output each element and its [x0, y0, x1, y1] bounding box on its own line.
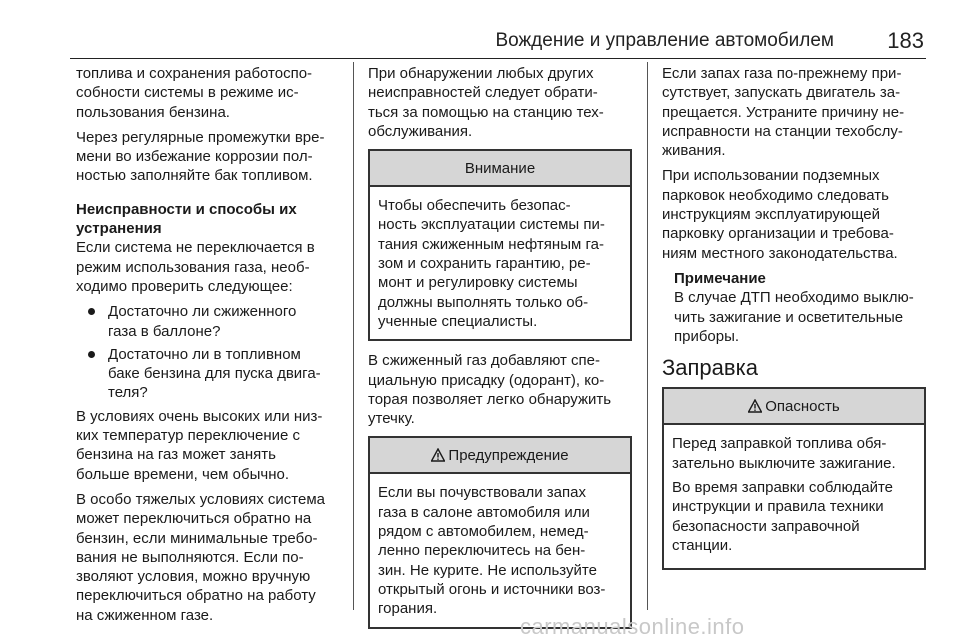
bullet-item: Достаточно ли в топливном баке бензина для пуска двига- теля?	[76, 345, 348, 403]
note-body: В случае ДТП необходимо выклю- чить зажигание и осветительные приборы.	[674, 289, 914, 345]
paragraph: В сжиженный газ добавляют спе- циальную присадку (одорант), ко- торая позволяет легко обнаружить утечку.	[368, 352, 612, 428]
subheading: Неисправности и способы их устранения	[76, 200, 297, 238]
note-title: Примечание	[674, 269, 766, 287]
paragraph: При обнаружении любых других неисправностей следует обрати- ться за помощью на станцию тех- обслуживания.	[368, 65, 604, 140]
danger-box	[662, 387, 926, 570]
caution-box-body: Чтобы обеспечить безопас- ность эксплуатации системы пи- тания сжиженным нефтяным га- зом и сохранить гарантию, ре- монт и регулировку системы должны выполнять только об- ученные специалисты.	[378, 197, 605, 330]
section-heading: Заправка	[662, 355, 758, 381]
paragraph: топлива и сохранения работоспо- собности системы в режиме ис- пользования бензина.	[76, 65, 313, 121]
caution-box-title: Внимание	[370, 151, 630, 187]
paragraph: В условиях очень высоких или низ- ких температур переключение с бензина на газ может занять больше времени, чем обычно.	[76, 407, 323, 483]
column-3	[662, 64, 926, 580]
column-1	[76, 64, 348, 631]
page-number: 183	[887, 28, 924, 53]
bullet-item: Достаточно ли сжиженного газа в баллоне?	[76, 302, 348, 341]
paragraph: Если система не переключается в режим использования газа, необ- ходимо проверить следующее:	[76, 239, 315, 295]
paragraph: Через регулярные промежутки вре- мени во избежание коррозии пол- ностью заполняйте бак топливом.	[76, 128, 325, 185]
danger-box-title: Опасность	[664, 389, 924, 425]
paragraph: В особо тяжелых условиях система может переключиться обратно на бензин, если минимальные требо- вания не выполняются. Если по- зволяют условия, можно вручную переключиться обратно на работу на сжиженном газе.	[76, 490, 326, 624]
paragraph: Во время заправки соблюдайте инструкции и правила техники безопасности заправочной станции.	[672, 479, 893, 554]
caution-box	[368, 149, 632, 341]
paragraph: Перед заправкой топлива обя- зательно выключите зажигание.	[672, 435, 896, 472]
warning-box-title: Предупреждение	[370, 438, 630, 474]
column-2	[368, 64, 632, 639]
danger-box-body	[664, 425, 924, 568]
paragraph: При использовании подземных парковок необходимо следовать инструкциям эксплуатирующей парковку организации и требова- ниям местного законодательства.	[662, 167, 898, 262]
warning-box	[368, 436, 632, 628]
column-divider	[353, 62, 354, 610]
watermark: carmanualsonline.info	[520, 614, 745, 639]
paragraph: Если запах газа по-прежнему при- сутствует, запускать двигатель за- прещается. Устраните причину не- исправности на станции техобслу- живания.	[662, 65, 905, 160]
column-divider	[647, 62, 648, 610]
warning-triangle-icon	[431, 448, 445, 462]
page-header	[70, 26, 926, 59]
running-title: Вождение и управление автомобилем	[495, 30, 834, 51]
note	[662, 269, 926, 346]
warning-box-body: Если вы почувствовали запах газа в салоне автомобиля или рядом с автомобилем, немед- ленно переключитесь на бен- зин. Не курите. Не используйте открытый огонь и источники воз- горания.	[378, 484, 606, 618]
warning-triangle-icon	[748, 399, 762, 413]
